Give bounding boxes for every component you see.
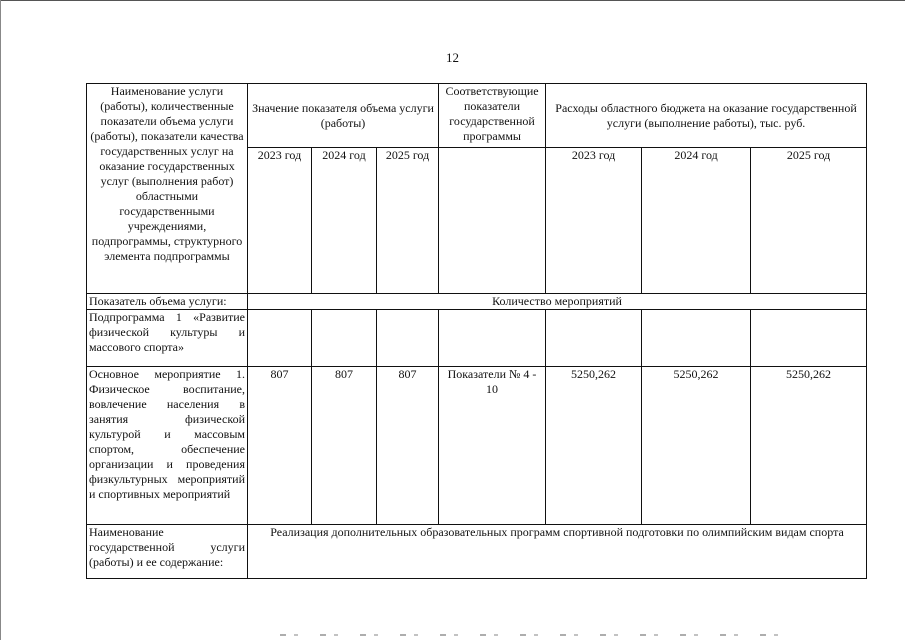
header-service-name-text: Наименование услуги (работы), количественные показатели объема услуги (работы), показатели качества государственных услуг на оказание государственных услуг (выполнения работ) областными государственными учреждениями, подпрограммы, структурного элемента подпрограммы — [90, 84, 244, 263]
header-indicator-value — [248, 84, 439, 148]
expense-year-2024: 2024 год — [642, 148, 751, 294]
main-event-expense-2025: 5250,262 — [751, 367, 867, 525]
value-year-2024: 2024 год — [312, 148, 377, 294]
main-event-value-2023: 807 — [248, 367, 312, 525]
expense-year-2023: 2023 год — [546, 148, 642, 294]
service-name-value: Реализация дополнительных образовательных программ спортивной подготовки по олимпийским видам спорта — [248, 525, 867, 579]
indicators-empty-cell — [439, 148, 546, 294]
subprogram-empty-1 — [248, 310, 312, 367]
main-event-expense-2023: 5250,262 — [546, 367, 642, 525]
subprogram-label: Подпрограмма 1 «Развитие физической культуры и массового спорта» — [87, 310, 248, 367]
main-event-label: Основное мероприятие 1. Физическое воспитание, вовлечение населения в занятия физической культурой и массовым спортом, обеспечение организации и проведения физкультурных мероприятий и спортивных мероприятий — [87, 367, 248, 525]
header-budget-expenses — [546, 84, 867, 148]
main-event-indicators: Показатели № 4 - 10 — [439, 367, 546, 525]
value-year-2023: 2023 год — [248, 148, 312, 294]
header-service-name — [87, 84, 248, 294]
scan-smudge — [280, 634, 800, 636]
volume-indicator-label: Показатель объема услуги: — [87, 294, 248, 310]
page-number: 12 — [446, 50, 459, 65]
header-budget-expenses-text: Расходы областного бюджета на оказание государственной услуги (выполнение работы), тыс. руб. — [555, 100, 857, 130]
main-event-expense-2024: 5250,262 — [642, 367, 751, 525]
main-event-value-2025: 807 — [377, 367, 439, 525]
scan-edge-left — [0, 0, 6, 640]
header-program-indicators — [439, 84, 546, 148]
subprogram-empty-4 — [439, 310, 546, 367]
subprogram-empty-2 — [312, 310, 377, 367]
header-indicator-value-text: Значение показателя объема услуги (работы) — [252, 100, 434, 130]
service-name-label: Наименование государственной услуги (работы) и ее содержание: — [87, 525, 248, 579]
expense-year-2025: 2025 год — [751, 148, 867, 294]
scan-edge-top — [0, 0, 905, 6]
subprogram-empty-7 — [751, 310, 867, 367]
subprogram-empty-5 — [546, 310, 642, 367]
volume-indicator-value: Количество мероприятий — [248, 294, 867, 310]
subprogram-empty-6 — [642, 310, 751, 367]
subprogram-empty-3 — [377, 310, 439, 367]
value-year-2025: 2025 год — [377, 148, 439, 294]
budget-table — [86, 83, 867, 579]
main-event-value-2024: 807 — [312, 367, 377, 525]
header-program-indicators-text: Соответствующие показатели государственной программы — [445, 84, 539, 143]
